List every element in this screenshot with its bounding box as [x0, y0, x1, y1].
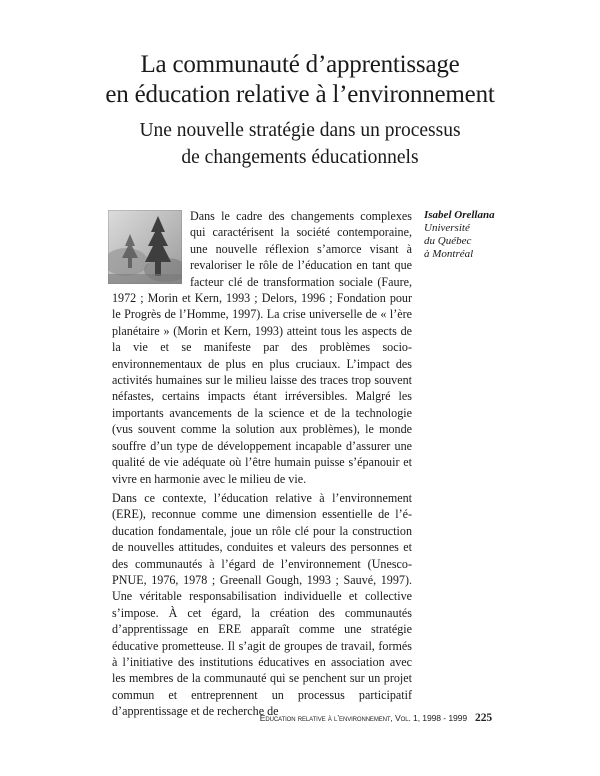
author-affiliation-line-1: Université [424, 222, 470, 234]
title-line-2: en éducation relative à l’environnement [105, 81, 495, 108]
article-title [60, 50, 540, 110]
author-affiliation-line-3: à Montréal [424, 248, 474, 260]
subtitle-line-2: de changements éducationnels [181, 147, 419, 168]
page-number: 225 [475, 712, 492, 724]
body-paragraph-1: Dans le cadre des changements complexes qui caractérisent la société contemporaine, une nouvelle réflexion s’amorce visant à revaloriser le rôle de l’éducation en tant que facteur clé de transformation sociale (Faure, 1972 ; Morin et Kern, 1993 ; Delors, 1996 ; Fondation pour le Progrès de l’Homme, 1997). La crise universelle de « l’ère planétaire » (Morin et Kern, 1993) atteint tous les aspects de la vie et se manifeste par des problèmes socio-environnementaux de plus en plus cruciaux. L’impact des activités humaines sur le milieu laisse des traces trop souvent néfastes, certains impacts étant irréversibles. Malgré les importants avancements de la science et de la technologie (vus souvent comme la solution aux problèmes), le monde souffre d’un type de développement incapable d’assurer une qualité de vie adéquate où l’être humain puisse s’épanouir et vivre en harmonie avec le milieu de vie. [112, 209, 412, 486]
body-paragraph-2: Dans ce contexte, l’éducation relative à l’environnement (ERE), reconnue comme une dimension essentielle de l’éducation fondamentale, joue un rôle clé pour la construction de nouvelles attitudes, conduites et valeurs des personnes et des communautés à l’égard de l’environnement (Unesco-PNUE, 1976, 1978 ; Greenall Gough, 1993 ; Sauvé, 1997). Une véritable responsabilisation individuelle et collective s’impose. À cet égard, la création des communautés d’apprentissage en ERE apparaît comme une stratégie éducative prometteuse. Il s’agit de groupes de travail, formés à l’initiative des institutions éducatives en association avec les membres de la communauté qui se penchent sur un projet commun et entreprennent un processus participatif d’apprentissage et de recherche de [112, 491, 412, 719]
author-affiliation-line-2: du Québec [424, 235, 472, 247]
subtitle-line-1: Une nouvelle stratégie dans un processus [139, 120, 461, 141]
journal-citation: Éducation relative à l’environnement, Vol. 1, 1998 - 1999 [259, 713, 468, 723]
figure-wrap-space [112, 208, 190, 290]
body-paragraph-1-block [112, 208, 412, 487]
author-name: Isabel Orellana [424, 209, 495, 221]
title-line-1: La communauté d’apprentissage [140, 51, 460, 78]
article-subtitle [60, 117, 540, 171]
page-footer [240, 711, 492, 725]
author-block [424, 209, 544, 261]
